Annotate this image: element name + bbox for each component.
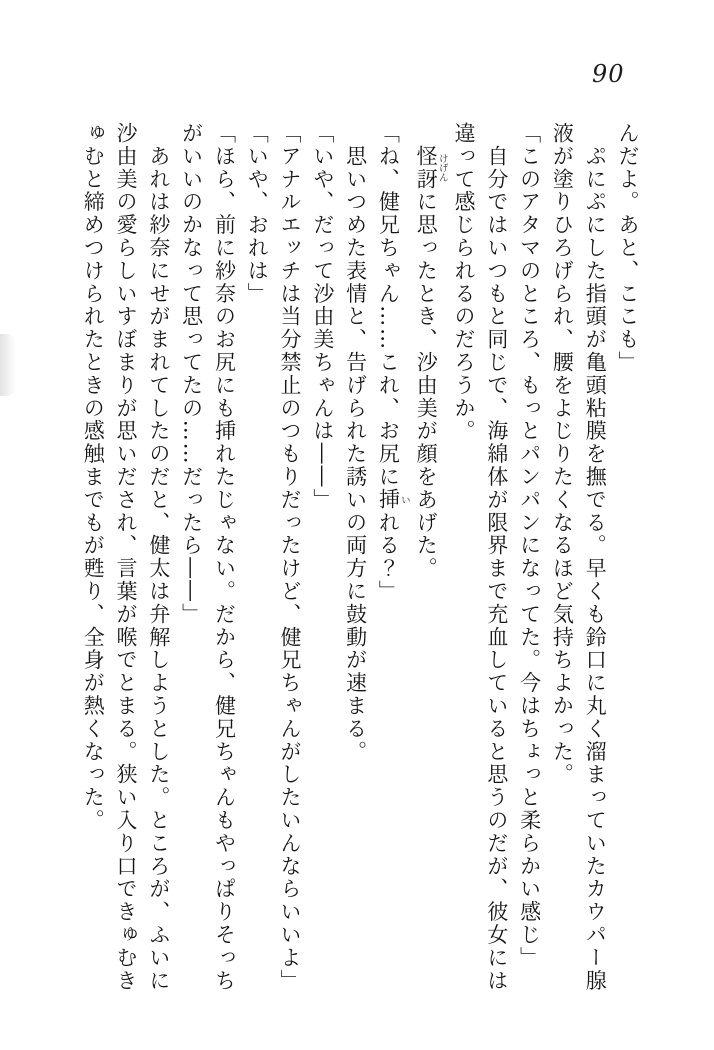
page-number: 90 <box>592 60 625 88</box>
paragraph: あれは紗奈にせがまれてしたのだと、健太は弁解しようとした。ところが、ふいに 沙由美の愛らしいすぼまりが思いだされ、言葉が喉でとまる。狭い入り口できゅむき ゅむと締めつけられたときの感触までもが甦り、全身が熱くなった。 <box>81 122 171 993</box>
paragraph: 「いや、おれは」 <box>245 122 270 306</box>
paragraph: 自分ではいつもと同じで、海綿体が限界まで充血していると思うのだが、彼女には 違って感じられるのだろうか。 <box>452 122 509 993</box>
paragraph: 「このアタマのところ、もっとパンパンになってた。今はちょっと柔らかい感じ」 <box>517 122 542 970</box>
paragraph: んだよ。あと、ここも」 <box>616 122 640 374</box>
furigana-ruby: 怪訝けげん <box>414 144 448 191</box>
paragraph: 思いつめた表情と、告げられた誘いの両方に鼓動が速まる。 <box>343 122 368 764</box>
paragraph: 「ね、健兄ちゃん……これ、お尻に挿いれる？」 <box>376 122 410 603</box>
text-block <box>81 122 644 1008</box>
paragraph: 怪訝けげんに思ったとき、沙由美が顔をあげた。 <box>414 144 448 581</box>
furigana-ruby: 挿い <box>376 488 410 512</box>
paragraph: 「アナルエッチは当分禁止のつもりだったけど、健兄ちゃんがしたいんならいいよ」 <box>278 122 303 993</box>
scan-artifact <box>0 334 16 396</box>
paragraph: ぷにぷにした指頭が亀頭粘膜を撫でる。早くも鈴口に丸く溜まっていたカウパー腺 液が塗りひろげられ、腰をよじりたくなるほど気持ちよかった。 <box>550 122 608 993</box>
paragraph: 「いや、だって沙由美ちゃんは――」 <box>310 122 335 512</box>
paragraph: 「ほら、前に紗奈のお尻にも挿れたじゃない。だから、健兄ちゃんもやっぱりそっち がいいのかなって思ってたの……だったら――」 <box>179 122 237 993</box>
